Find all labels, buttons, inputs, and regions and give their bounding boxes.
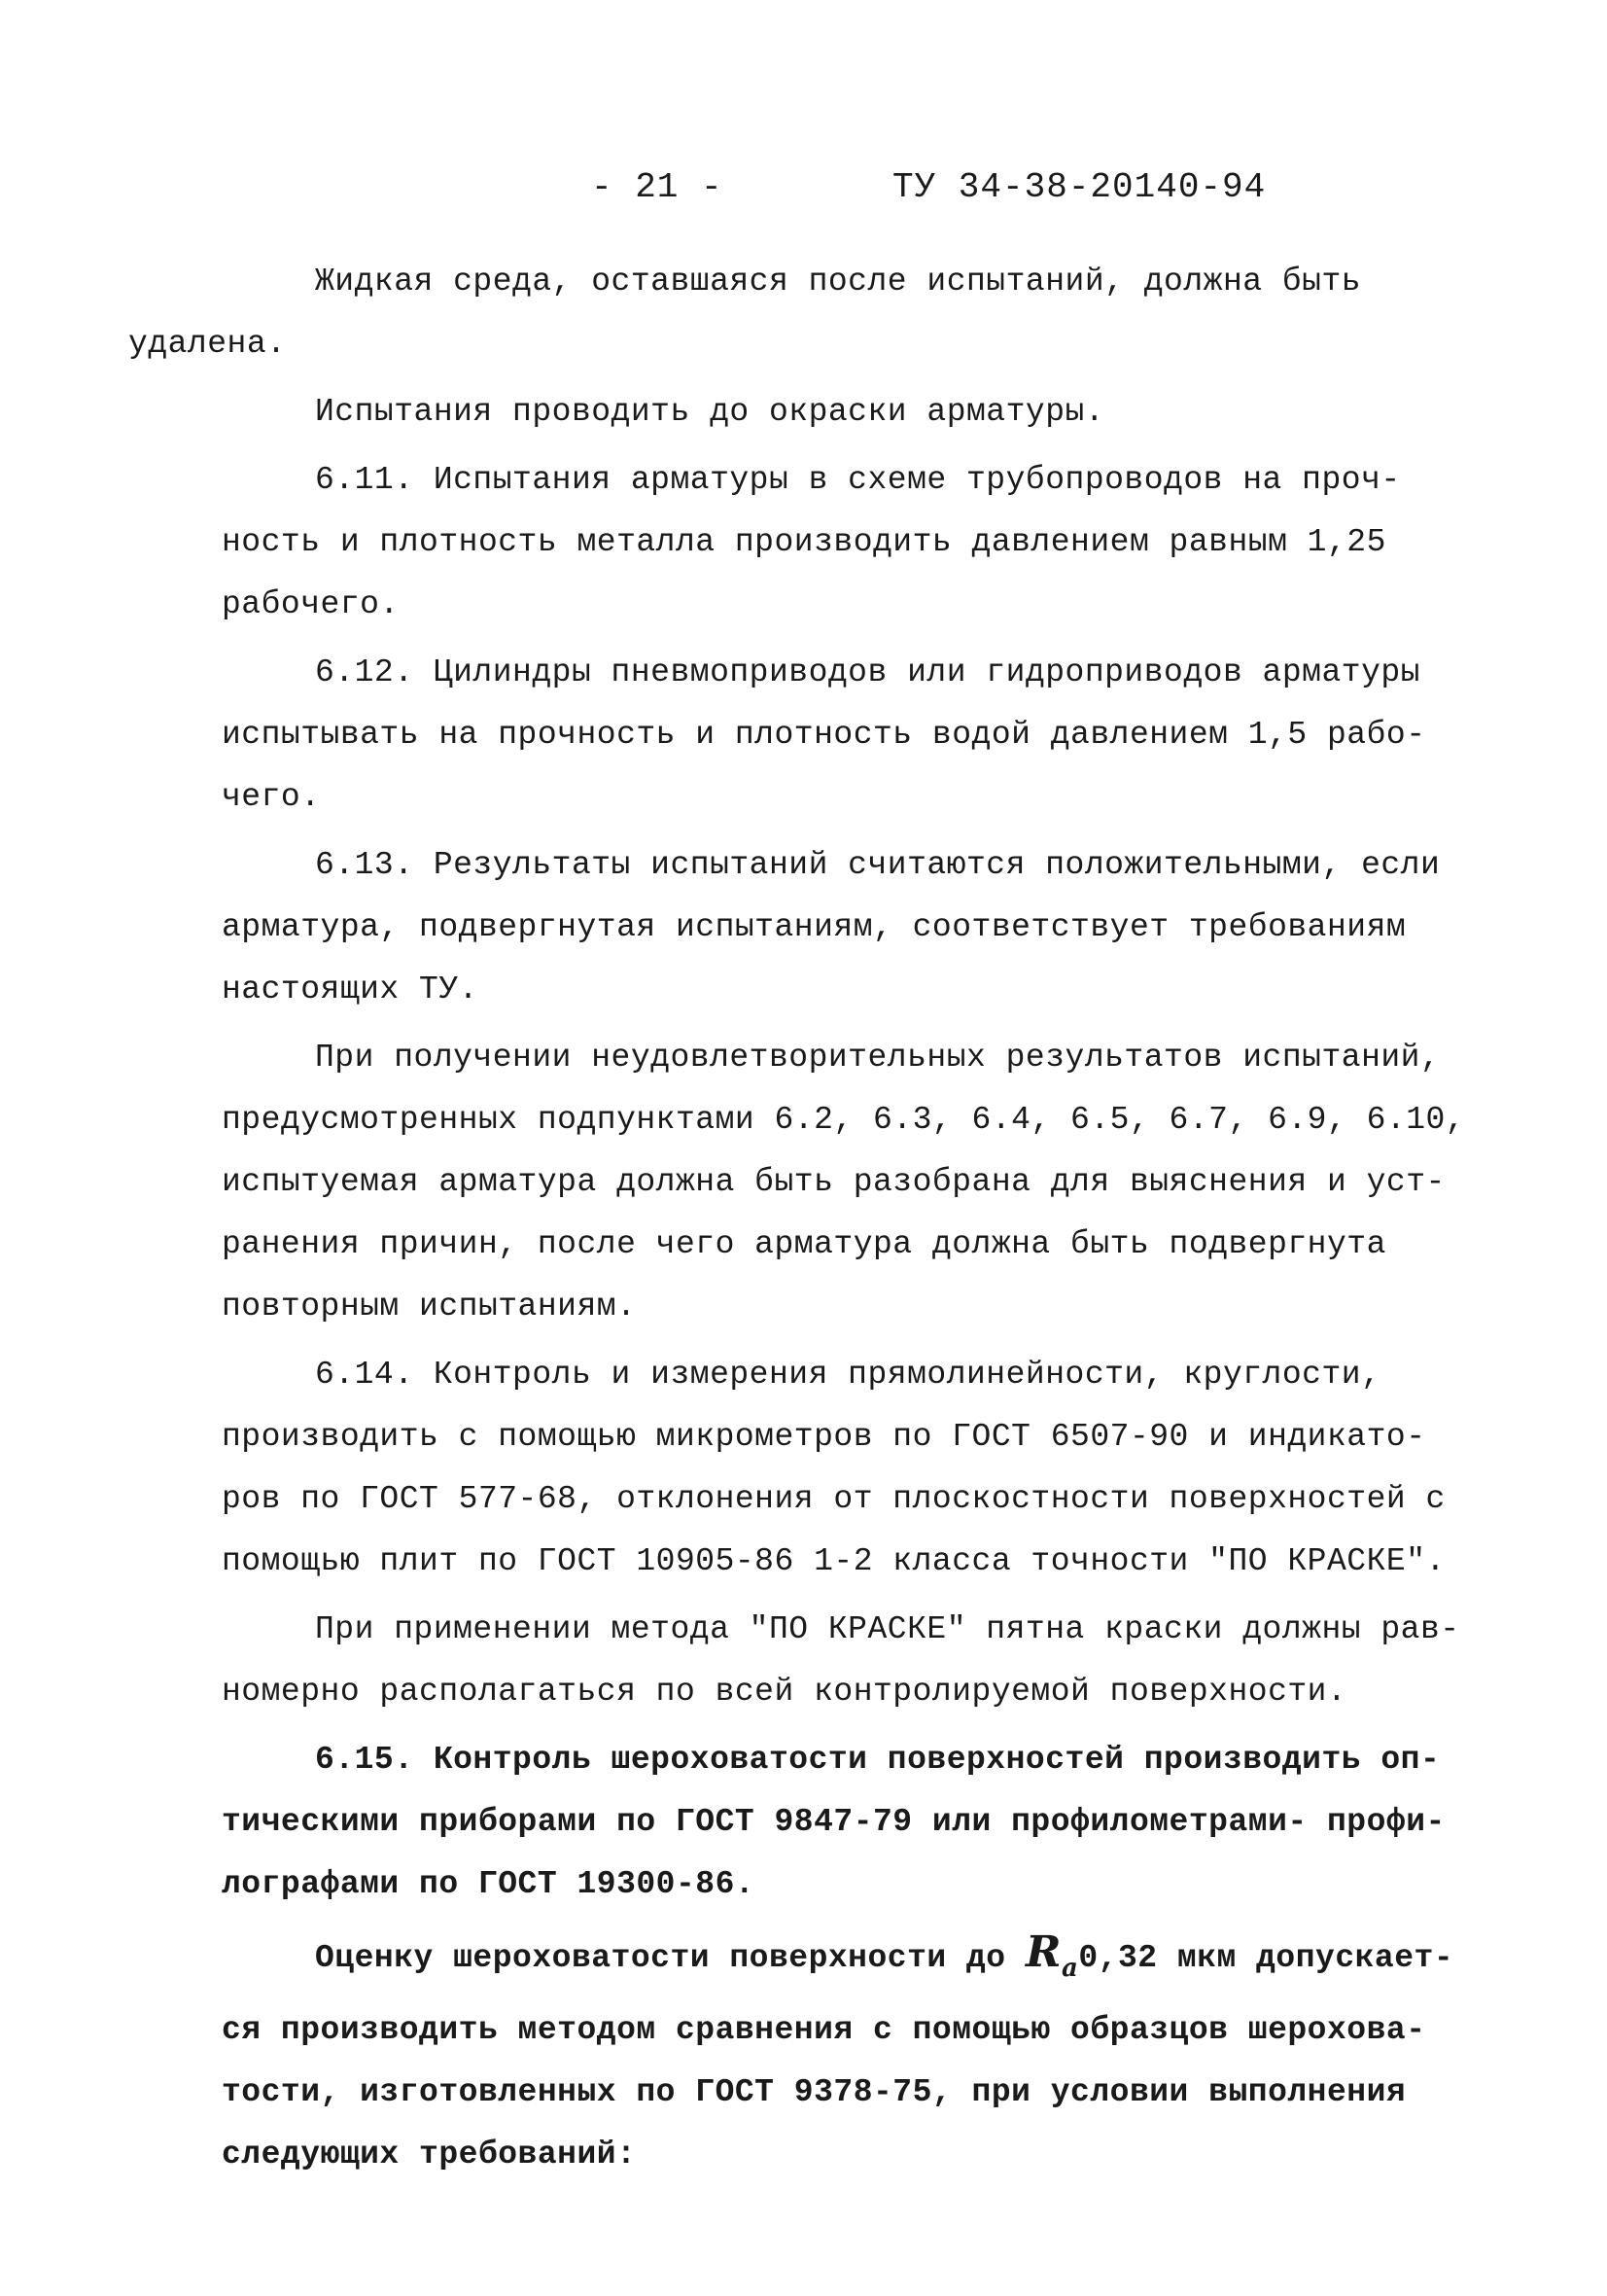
paragraph-6-13 bbox=[222, 834, 1447, 1021]
text-line: 6.15. Контроль шероховатости поверхностей производить оп- bbox=[315, 1742, 1441, 1778]
ra-symbol bbox=[1025, 1927, 1079, 1983]
text-line: ров по ГОСТ 577-68, отклонения от плоскостности поверхностей с bbox=[222, 1481, 1446, 1517]
text-line: При применении метода "ПО КРАСКЕ" пятна краски должны рав- bbox=[315, 1611, 1460, 1647]
ra-letter: R bbox=[1025, 1927, 1063, 1977]
page-header bbox=[0, 167, 1607, 226]
paragraph-roughness-assessment bbox=[222, 1922, 1454, 2186]
text-line: При получении неудовлетворительных результатов испытаний, bbox=[315, 1040, 1441, 1076]
text-line: 6.11. Испытания арматуры в схеме трубопроводов на проч- bbox=[315, 462, 1401, 498]
text-segment: 0,32 мкм допускает- bbox=[1078, 1940, 1454, 1976]
paragraph-6-11 bbox=[222, 449, 1447, 636]
text-line: производить с помощью микрометров по ГОСТ 6507-90 и индикато- bbox=[222, 1419, 1426, 1455]
text-line: испытывать на прочность и плотность водой давлением 1,5 рабо- bbox=[222, 717, 1426, 753]
text-segment: Оценку шероховатости поверхности до bbox=[315, 1940, 1006, 1976]
text-line: 6.12. Цилиндры пневмоприводов или гидроприводов арматуры bbox=[315, 654, 1420, 690]
ra-subscript: a bbox=[1062, 1953, 1079, 1983]
text-line: ся производить методом сравнения с помощью образцов шерохова- bbox=[222, 2011, 1426, 2048]
document-body bbox=[128, 251, 1466, 2192]
text-line: Жидкая среда, оставшаяся после испытаний, должна быть bbox=[315, 264, 1362, 300]
paragraph-liquid-removal bbox=[128, 251, 1447, 375]
paragraph-paint-method bbox=[222, 1599, 1460, 1723]
text-line: лографами по ГОСТ 19300-86. bbox=[222, 1866, 755, 1902]
text-line bbox=[222, 1922, 1454, 1999]
text-line: удалена. bbox=[128, 326, 287, 362]
text-line: повторным испытаниям. bbox=[222, 1289, 637, 1325]
text-line: предусмотренных подпунктами 6.2, 6.3, 6.4, 6.5, 6.7, 6.9, 6.10, bbox=[222, 1102, 1466, 1138]
text-line: настоящих ТУ. bbox=[222, 971, 478, 1007]
paragraph-6-12 bbox=[222, 642, 1447, 829]
text-line: тости, изготовленных по ГОСТ 9378-75, при условии выполнения bbox=[222, 2073, 1407, 2110]
text-line: чего. bbox=[222, 779, 321, 815]
text-line: тическими приборами по ГОСТ 9847-79 или профилометрами- профи- bbox=[222, 1804, 1446, 1840]
text-line: Испытания проводить до окраски арматуры. bbox=[315, 394, 1105, 430]
text-line: 6.13. Результаты испытаний считаются положительными, если bbox=[315, 847, 1441, 883]
page-number: - 21 - bbox=[591, 167, 723, 207]
text-line: испытуемая арматура должна быть разобрана для выяснения и уст- bbox=[222, 1164, 1446, 1200]
text-line: 6.14. Контроль и измерения прямолинейности, круглости, bbox=[315, 1357, 1381, 1393]
text-line: следующих требований: bbox=[222, 2136, 637, 2172]
text-line: помощью плит по ГОСТ 10905-86 1-2 класса точности "ПО КРАСКЕ". bbox=[222, 1543, 1446, 1579]
paragraph-6-14 bbox=[222, 1344, 1447, 1593]
text-line: арматура, подвергнутая испытаниям, соответствует требованиям bbox=[222, 909, 1407, 945]
paragraph-testing-before-paint bbox=[222, 381, 1447, 443]
document-code: ТУ 34-38-20140-94 bbox=[892, 167, 1267, 207]
paragraph-unsatisfactory-results bbox=[222, 1027, 1466, 1338]
text-line: ранения причин, после чего арматура должна быть подвергнута bbox=[222, 1226, 1386, 1262]
text-line: ность и плотность металла производить давлением равным 1,25 bbox=[222, 524, 1386, 560]
paragraph-6-15 bbox=[222, 1729, 1447, 1916]
text-line: рабочего. bbox=[222, 586, 400, 622]
text-line: номерно располагаться по всей контролируемой поверхности. bbox=[222, 1674, 1347, 1710]
